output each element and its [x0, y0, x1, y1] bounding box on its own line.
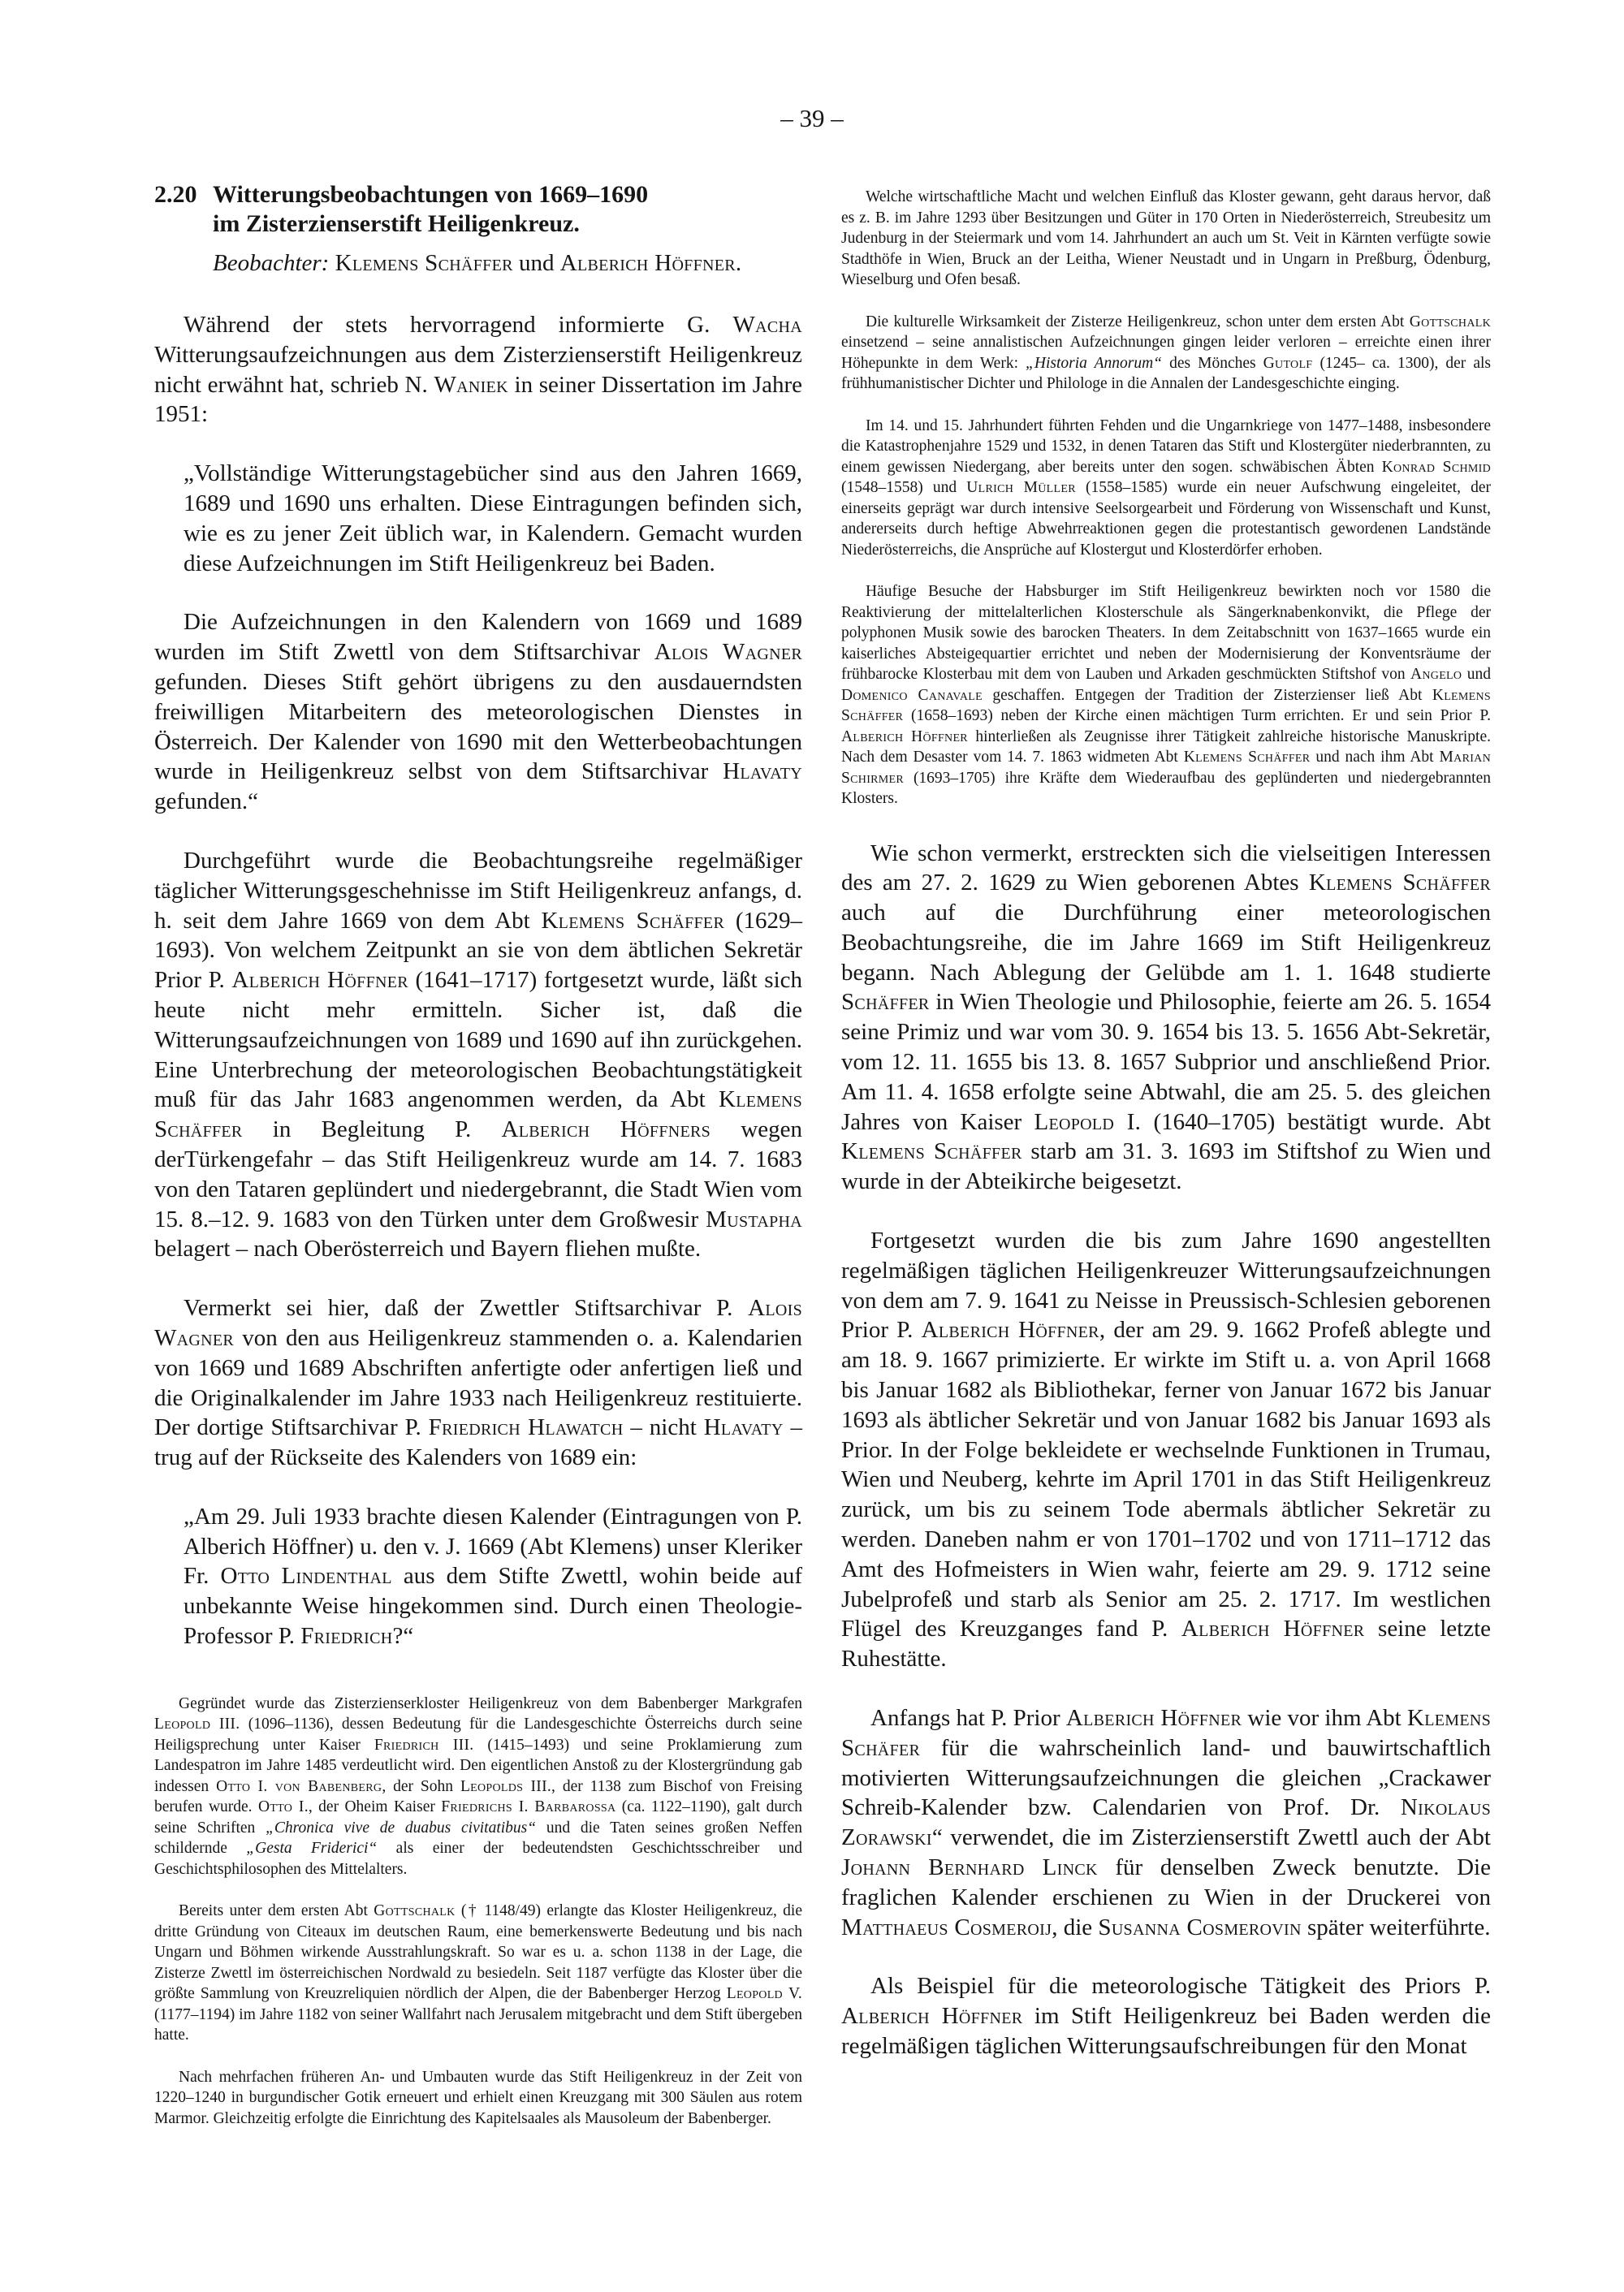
- person-name: Alois Wagner: [654, 639, 802, 666]
- person-name: Johann Bernhard Linck: [841, 1854, 1098, 1880]
- body-paragraph: Anfangs hat P. Prior Alberich Höffner wie vor ihm Abt Klemens Schäfer für die wahrscheinlich land- und bauwirtschaftlich motivierten Witterungsaufzeichnungen die gleichen „Crackawer Schreib-Kalender bzw. Calendarien von Prof. Dr. Nikolaus Zorawski“ verwendet, die im Zisterzienserstift Zwettl auch der Abt Johann Bernhard Linck für denselben Zweck benutzte. Die fraglichen Kalender erschienen zu Wien in der Druckerei von Matthaeus Cosmeroij, die Susanna Cosmerovin später weiterführte.: [841, 1705, 1492, 1940]
- person-name: Friedrich III.: [374, 1736, 474, 1754]
- person-name: Schäffer: [841, 989, 930, 1016]
- quote-paragraph: Die Aufzeichnungen in den Kalendern von 1669 und 1689 wurden im Stift Zwettl von dem Stiftsarchivar Alois Wagner gefunden. Dieses Stift gehört übrigens zu den ausdauerndsten freiwilligen Mitarbeitern des meteorologischen Dienstes in Österreich. Der Kalender von 1690 mit den Wetterbeobachtungen wurde in Heiligenkreuz selbst von dem Stiftsarchivar Hlavaty gefunden.“: [154, 609, 802, 815]
- person-name: Friedrich Hlawatch: [428, 1414, 624, 1441]
- person-name: Susanna Cosmerovin: [1098, 1914, 1302, 1940]
- person-name: Otto Lindenthal: [220, 1563, 392, 1590]
- body-paragraph: Fortgesetzt wurden die bis zum Jahre 1690 angestellten regelmäßigen täglichen Heiligenkreuzer Witterungsaufzeichnungen von dem am 7. 9. 1641 zu Neisse in Preussisch-Schlesien geborenen Prior P. Alberich Höffner, der am 29. 9. 1662 Profeß ablegte und am 18. 9. 1667 primizierte. Er wirkte im Stift u. a. von April 1668 bis Januar 1682 als Bibliothekar, ferner von Januar 1672 bis Januar 1693 als äbtlicher Sekretär und von Januar 1682 bis Januar 1693 als Prior. In der Folge bekleidete er wechselnde Funktionen in Trumau, Wien und Neuberg, kehrte im April 1701 in das Stift Heiligenkreuz zurück, um bis zu seinem Tode abermals äbtlicher Sekretär zu werden. Daneben nahm er von 1701–1702 und von 1711–1712 das Amt des Hofmeisters in Wien wahr, feierte am 29. 9. 1712 seine Jubelprofeß und starb als Senior am 25. 2. 1717. Im westlichen Flügel des Kreuzganges fand P. Alberich Höffner seine letzte Ruhestätte.: [841, 1228, 1492, 1673]
- observer-name-1: Klemens Schäffer: [335, 250, 513, 276]
- person-name: Leopolds III.: [460, 1777, 552, 1795]
- person-name: Alberich Höffner: [921, 1317, 1099, 1344]
- person-name: Alberich Höffner: [841, 2003, 1023, 2030]
- footnote-paragraph: Häufige Besuche der Habsburger im Stift Heiligenkreuz bewirkten noch vor 1580 die Reaktivierung der mittelalterlichen Klosterschule als Sängerknabenkonvikt, die Pflege der polyphonen Musik sowie des barocken Theaters. In dem Zeitabschnitt von 1637–1665 wurde ein kaiserliches Absteigequartier errichtet und neben der Modernisierung der Konventsräume der frühbarocke Klosterbau mit dem von Lauben und Arkaden geschmückten Stiftshof von Angelo und Domenico Canavale geschaffen. Entgegen der Tradition der Zisterzienser ließ Abt Klemens Schäffer (1658–1693) neben der Kirche einen mächtigen Turm errichten. Er und sein Prior P. Alberich Höffner hinterließen als Zeugnisse ihrer Tätigkeit zahlreiche historische Manuskripte. Nach dem Desaster vom 14. 7. 1863 widmeten Abt Klemens Schäffer und nach ihm Abt Marian Schirmer (1693–1705) ihre Kräfte dem Wiederaufbau des geplünderten und niedergebrannten Klosters.: [841, 583, 1492, 807]
- person-name: Friedrich: [300, 1623, 393, 1650]
- footnote-paragraph: Welche wirtschaftliche Macht und welchen Einfluß das Kloster gewann, geht daraus hervor, daß es z. B. im Jahre 1293 über Besitzungen und Güter in 170 Orten in Niederösterreich, Streubesitz um Judenburg in der Steiermark und vom 14. Jahrhundert an auch um St. Veit in Kärnten verfügte sowie Stadthöfe in Wien, Bruck an der Leitha, Wiener Neustadt und in Ungarn in Preßburg, Ödenburg, Wieselburg und Ofen besaß.: [841, 188, 1491, 288]
- person-name: Klemens Schäffer: [1308, 870, 1491, 896]
- work-title: „Chronica vive de duabus civitatibus“: [266, 1819, 537, 1837]
- right-column: [841, 187, 1491, 2061]
- page-number: – 39 –: [780, 104, 844, 132]
- person-name: Gottschalk: [1409, 313, 1491, 330]
- observer-name-2: Alberich Höffner.: [559, 250, 742, 276]
- person-name: Klemens Schäffer: [1183, 749, 1311, 766]
- heading-title-1: Witterungsbeobachtungen von 1669–1690: [213, 181, 649, 208]
- person-name: Waniek: [434, 371, 508, 398]
- person-name: Alois Wagner: [154, 1295, 802, 1351]
- person-name: Domenico Canavale: [841, 686, 983, 704]
- person-name: Klemens Schäfer: [841, 1705, 1492, 1761]
- person-name: Angelo: [1410, 666, 1462, 683]
- person-name: Alberich Höffner: [1065, 1705, 1242, 1732]
- body-paragraph: Als Beispiel für die meteorologische Tätigkeit des Priors P. Alberich Höffner im Stift Heiligenkreuz bei Baden werden die regelmäßigen täglichen Witterungsaufschreibungen für den Monat: [841, 1973, 1491, 2059]
- person-name: Nikolaus Zorawski: [841, 1794, 1491, 1851]
- person-name: Gutolf: [1263, 354, 1313, 372]
- heading-line-1: [154, 180, 802, 209]
- person-name: Alberich Höffner: [1181, 1616, 1365, 1642]
- section-heading: [154, 180, 802, 239]
- work-title: „Historia Annorum“: [1026, 354, 1163, 372]
- person-name: Alberich Höffner: [841, 727, 968, 745]
- body-paragraph: Während der stets hervorragend informierte G. Wacha Witterungsaufzeichnungen aus dem Zisterzienserstift Heiligenkreuz nicht erwähnt hat, schrieb N. Waniek in seiner Dissertation im Jahre 1951:: [154, 312, 802, 428]
- person-name: Ulrich Müller: [966, 479, 1076, 496]
- section-number: 2.20: [154, 181, 197, 208]
- person-name: Alberich Höffner: [231, 967, 408, 994]
- quote-paragraph: „Am 29. Juli 1933 brachte diesen Kalender (Eintragungen von P. Alberich Höffner) u. den v. J. 1669 (Abt Klemens) unser Kleriker Fr. Otto Lindenthal aus dem Stifte Zwettl, wohin beide auf unbekannte Weise hingekommen sind. Durch einen Theologie-Professor P. Friedrich?“: [184, 1503, 803, 1650]
- person-name: Klemens Schäffer: [841, 1138, 1022, 1165]
- quote-paragraph: „Vollständige Witterungstagebücher sind aus den Jahren 1669, 1689 und 1690 uns erhalten. Diese Eintragungen befinden sich, wie es zu jener Zeit üblich war, in Kalendern. Gemacht wurden diese Aufzeichnungen im Stift Heiligenkreuz bei Baden.: [184, 460, 802, 576]
- person-name: Matthaeus Cosmeroij: [841, 1914, 1052, 1940]
- footnote-paragraph: Im 14. und 15. Jahrhundert führten Fehden und die Ungarnkriege von 1477–1488, insbesondere die Katastrophenjahre 1529 und 1532, in denen Tataren das Stift und Klostergüter niederbrannten, zu einem gewissen Niedergang, aber bereits unter den sogen. schwäbischen Äbten Konrad Schmid (1548–1558) und Ulrich Müller (1558–1585) wurde ein neuer Aufschwung eingeleitet, der einerseits geprägt war durch intensive Seelsorgearbeit und Förderung von Wissenschaft und Kunst, andererseits durch heftige Abwehrreaktionen gegen die protestantisch gewordenen Landstände Niederösterreichs, die Ansprüche auf Klostergut und Klosterdörfer erhoben.: [841, 417, 1491, 559]
- footnote-paragraph: Die kulturelle Wirksamkeit der Zisterze Heiligenkreuz, schon unter dem ersten Abt Gottschalk einsetzend – seine annalistischen Aufzeichnungen gingen leider verloren – erreichte einen ihrer Höhepunkte in dem Werk: „Historia Annorum“ des Mönches Gutolf (1245– ca. 1300), der als frühhumanistischer Dichter und Philologe in die Annalen der Landesgeschichte einging.: [841, 313, 1491, 392]
- work-title: „Gesta Friderici“: [246, 1840, 378, 1858]
- person-name: Friedrichs I. Barbarossa: [441, 1798, 616, 1816]
- heading-title-2: im Zisterzienserstift Heiligenkreuz.: [213, 210, 580, 237]
- left-column: [154, 180, 802, 2129]
- footnote-paragraph: Gegründet wurde das Zisterzienserkloster Heiligenkreuz von dem Babenberger Markgrafen Leopold III. (1096–1136), dessen Bedeutung für die Landesgeschichte Österreichs durch seine Heiligsprechung unter Kaiser Friedrich III. (1415–1493) und seine Proklamierung zum Landespatron im Jahre 1485 verdeutlicht wird. Den eigentlichen Anstoß zu der Klostergründung gab indessen Otto I. von Babenberg, der Sohn Leopolds III., der 1138 zum Bischof von Freising berufen wurde. Otto I., der Oheim Kaiser Friedrichs I. Barbarossa (ca. 1122–1190), galt durch seine Schriften „Chronica vive de duabus civitatibus“ und die Taten seines großen Neffen schildernde „Gesta Friderici“ als einer der bedeutendsten Geschichtsschreiber und Geschichtsphilosophen des Mittelalters.: [154, 1694, 803, 1878]
- person-name: Mustapha: [706, 1206, 802, 1232]
- person-name: Klemens Schäffer: [541, 907, 725, 934]
- person-name: Leopold III.: [154, 1716, 240, 1733]
- footnote-paragraph: Nach mehrfachen früheren An- und Umbauten wurde das Stift Heiligenkreuz in der Zeit von 1220–1240 in burgundischer Gotik erneuert und erhielt einen Kreuzgang mit 300 Säulen aus rotem Marmor. Gleichzeitig erfolgte die Einrichtung des Kapitelsaales als Mausoleum der Babenberger.: [154, 2068, 802, 2127]
- person-name: Klemens Schäffer: [154, 1086, 802, 1143]
- person-name: Wacha: [732, 312, 802, 338]
- person-name: Otto I. von Babenberg: [216, 1777, 382, 1795]
- person-name: Marian Schirmer: [841, 749, 1491, 787]
- person-name: Leopold I.: [1034, 1108, 1142, 1135]
- person-name: Gottschalk: [374, 1902, 456, 1920]
- person-name: Hlavaty: [723, 758, 802, 785]
- person-name: Leopold V.: [726, 1985, 803, 2003]
- body-paragraph: Vermerkt sei hier, daß der Zwettler Stiftsarchivar P. Alois Wagner von den aus Heiligenkreuz stammenden o. a. Kalendarien von 1669 und 1689 Abschriften anfertigte oder anfertigen ließ und die Originalkalender im Jahre 1933 nach Heiligenkreuz restituierte. Der dortige Stiftsarchivar P. Friedrich Hlawatch – nicht Hlavaty – trug auf der Rückseite des Kalenders von 1689 ein:: [154, 1295, 802, 1471]
- observer-label: Beobachter:: [213, 250, 330, 276]
- body-paragraph: Durchgeführt wurde die Beobachtungsreihe regelmäßiger täglicher Witterungsgeschehnisse im Stift Heiligenkreuz anfangs, d. h. seit dem Jahre 1669 von dem Abt Klemens Schäffer (1629–1693). Von welchem Zeitpunkt an sie von dem äbtlichen Sekretär Prior P. Alberich Höffner (1641–1717) fortgesetzt wurde, läßt sich heute nicht mehr ermitteln. Sicher ist, daß die Witterungsaufzeichnungen von 1689 und 1690 auf ihn zurückgehen. Eine Unterbrechung der meteorologischen Beobachtungstätigkeit muß für das Jahr 1683 angenommen werden, da Abt Klemens Schäffer in Begleitung P. Alberich Höffners wegen derTürkengefahr – das Stift Heiligenkreuz wurde am 14. 7. 1683 von den Tataren geplündert und niedergebrannt, die Stadt Wien vom 15. 8.–12. 9. 1683 von den Türken unter dem Großwesir Mustapha belagert – nach Oberösterreich und Bayern fliehen mußte.: [154, 847, 802, 1263]
- person-name: Otto I.: [257, 1798, 309, 1816]
- observer-conj: und: [512, 250, 560, 276]
- observer-line: [154, 248, 802, 278]
- body-paragraph: Wie schon vermerkt, erstreckten sich die vielseitigen Interessen des am 27. 2. 1629 zu Wien geborenen Abtes Klemens Schäffer auch auf die Durchführung einer meteorologischen Beobachtungsreihe, die im Jahre 1669 im Stift Heiligenkreuz begann. Nach Ablegung der Gelübde am 1. 1. 1648 studierte Schäffer in Wien Theologie und Philosophie, feierte am 26. 5. 1654 seine Primiz und war vom 30. 9. 1654 bis 13. 5. 1656 Abt-Sekretär, vom 12. 11. 1655 bis 13. 8. 1657 Subprior und anschließend Prior. Am 11. 4. 1658 erfolgte seine Abtwahl, die am 25. 5. des gleichen Jahres von Kaiser Leopold I. (1640–1705) bestätigt wurde. Abt Klemens Schäffer starb am 31. 3. 1693 im Stiftshof zu Wien und wurde in der Abteikirche beigesetzt.: [841, 840, 1491, 1195]
- person-name: Alberich Höffners: [501, 1116, 711, 1143]
- footnote-paragraph: Bereits unter dem ersten Abt Gottschalk († 1148/49) erlangte das Kloster Heiligenkreuz, die dritte Gründung von Citeaux im deutschen Raum, eine bemerkenswerte Bedeutung und bis nach Ungarn und Böhmen wirkende Ausstrahlungskraft. So war es u. a. schon 1138 in der Lage, die Zisterze Zwettl im österreichischen Nordwald zu besiedeln. Seit 1187 verfügte das Kloster über die größte Sammlung von Kreuzreliquien nördlich der Alpen, die der Babenberger Herzog Leopold V. (1177–1194) im Jahre 1182 von seiner Wallfahrt nach Jerusalem mitgebracht und dem Stift übergeben hatte.: [154, 1902, 803, 2044]
- person-name: Konrad Schmid: [1381, 458, 1491, 476]
- person-name: Hlavaty: [703, 1414, 784, 1441]
- person-name: Klemens Schäffer: [841, 686, 1491, 724]
